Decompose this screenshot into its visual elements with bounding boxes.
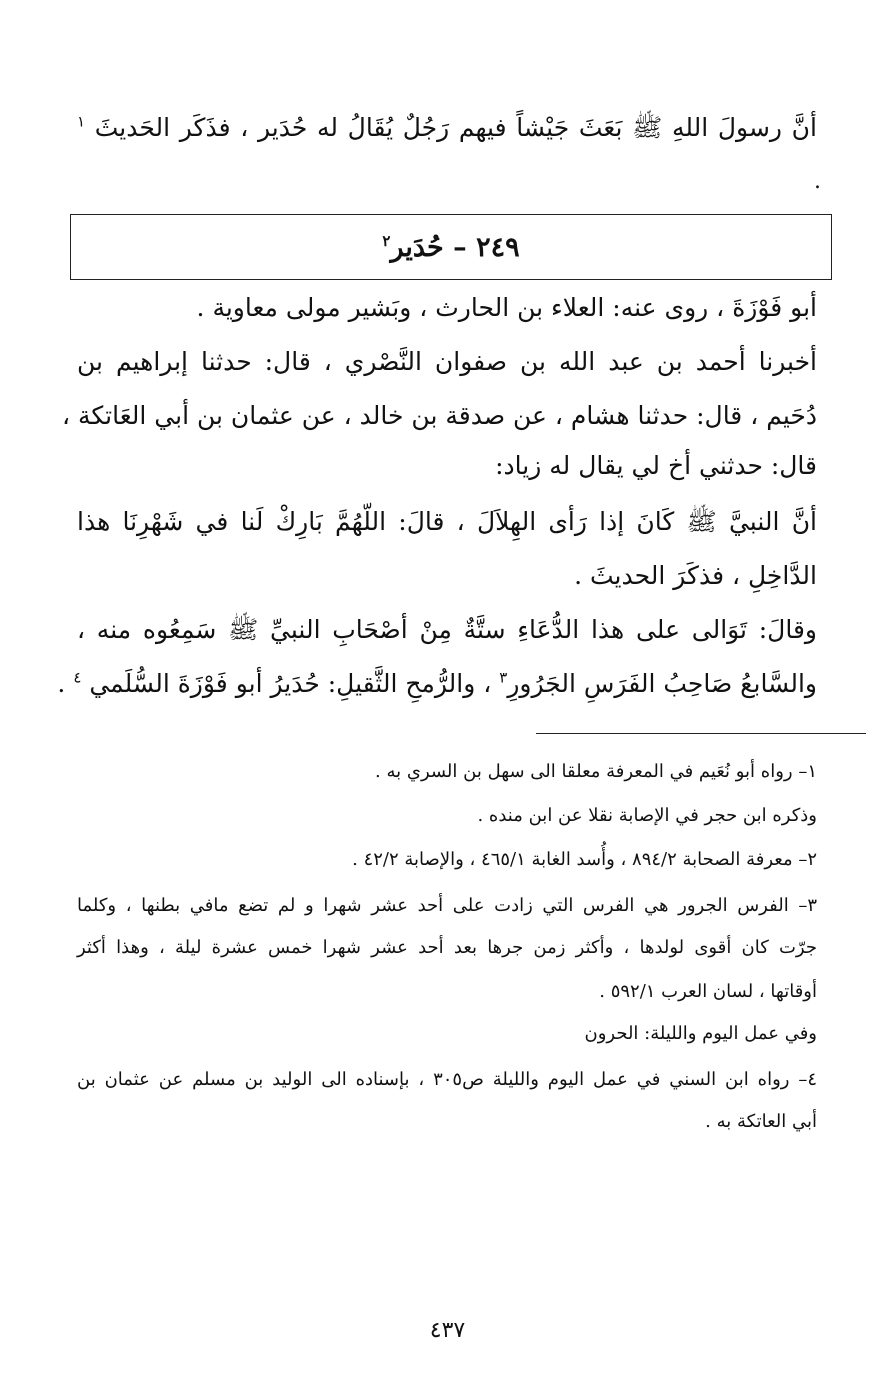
entry-name: حُدَير [390,231,444,263]
entry-heading-box [70,214,832,280]
footnote-ref-3[interactable]: ٣ [499,668,508,687]
footnote-separator [536,733,866,734]
entry-dash: – [453,231,467,263]
footnote-1-cont: وذكره ابن حجر في الإصابة نقلا عن ابن منده . [477,805,817,826]
footnote-4-cont: أبي العاتكة به . [705,1111,817,1132]
opening-line-period: . [814,169,821,194]
footnote-3-cont-2: أوقاتها ، لسان العرب ٥٩٢/١ . [599,981,817,1002]
footnote-3-cont-1: جرّت كان أقوى لولدها ، وأكثر زمن جرها بعد أحد عشر شهرا خمس عشرة ليلة ، وهذا أكثر [77,937,817,958]
body-line-8-part-3: . [57,669,66,698]
body-line-8 [57,664,817,706]
footnote-2: ٢– معرفة الصحابة ٨٩٤/٢ ، وأُسد الغابة ٤٦٥/١ ، والإصابة ٤٢/٢ . [352,849,817,870]
footnote-3: ٣– الفرس الجرور هي الفرس التي زادت على أحد عشر شهرا و لم تضع مافي بطنها ، وكلما [77,895,817,916]
footnote-3-cont-3: وفي عمل اليوم والليلة: الحرون [584,1023,817,1044]
body-line-4: قال: حدثني أخ لي يقال له زياد: [495,451,817,480]
body-line-8-part-1: والسَّابعُ صَاحِبُ الفَرَسِ الجَرُورِ [507,669,817,698]
footnote-4: ٤– رواه ابن السني في عمل اليوم والليلة ص٣٠٥ ، بإسناده الى الوليد بن مسلم عن عثمان بن [77,1069,818,1090]
opening-line [77,108,817,150]
opening-line-text: أنَّ رسولَ اللهِ ﷺ بَعَثَ جَيْشاً فيهم رَجُلٌ يُقَالُ له حُدَير ، فذَكَر الحَديثَ [94,113,817,142]
body-line-6: الدَّاخِلِ ، فذكَرَ الحديثَ . [574,561,817,590]
footnote-ref-2[interactable]: ٢ [382,231,391,250]
page-number: ٤٣٧ [429,1318,466,1343]
footnote-ref-4[interactable]: ٤ [73,668,82,687]
body-line-5: أنَّ النبيَّ ﷺ كَانَ إذا رَأى الهِلاَلَ ، قالَ: اللّهُمَّ بَارِكْ لَنا في شَهْرِنَا هذا [77,507,817,536]
body-line-3: دُحَيم ، قال: حدثنا هشام ، عن صدقة بن خالد ، عن عثمان بن أبي العَاتكة ، [61,401,817,430]
body-line-1: أبو فَوْزَةَ ، روى عنه: العلاء بن الحارث ، وبَشير مولى معاوية . [196,293,817,322]
body-line-2: أخبرنا أحمد بن عبد الله بن صفوان النَّصْري ، قال: حدثنا إبراهيم بن [77,347,817,376]
footnote-1: ١– رواه أبو نُعَيم في المعرفة معلقا الى سهل بن السري به . [375,761,817,782]
entry-number: ٢٤٩ [476,231,520,263]
body-line-7: وقالَ: تَوَالى على هذا الدُّعَاءِ ستَّةٌ مِنْ أصْحَابِ النبيِّ ﷺ سَمِعُوه منه ، [77,615,817,644]
footnote-ref-1[interactable]: ١ [77,112,86,131]
body-line-8-part-2: ، والرُّمحِ الثَّقيلِ: حُدَيرُ أبو فَوْزَةَ السُّلَمي [89,669,492,698]
entry-heading [382,232,519,263]
